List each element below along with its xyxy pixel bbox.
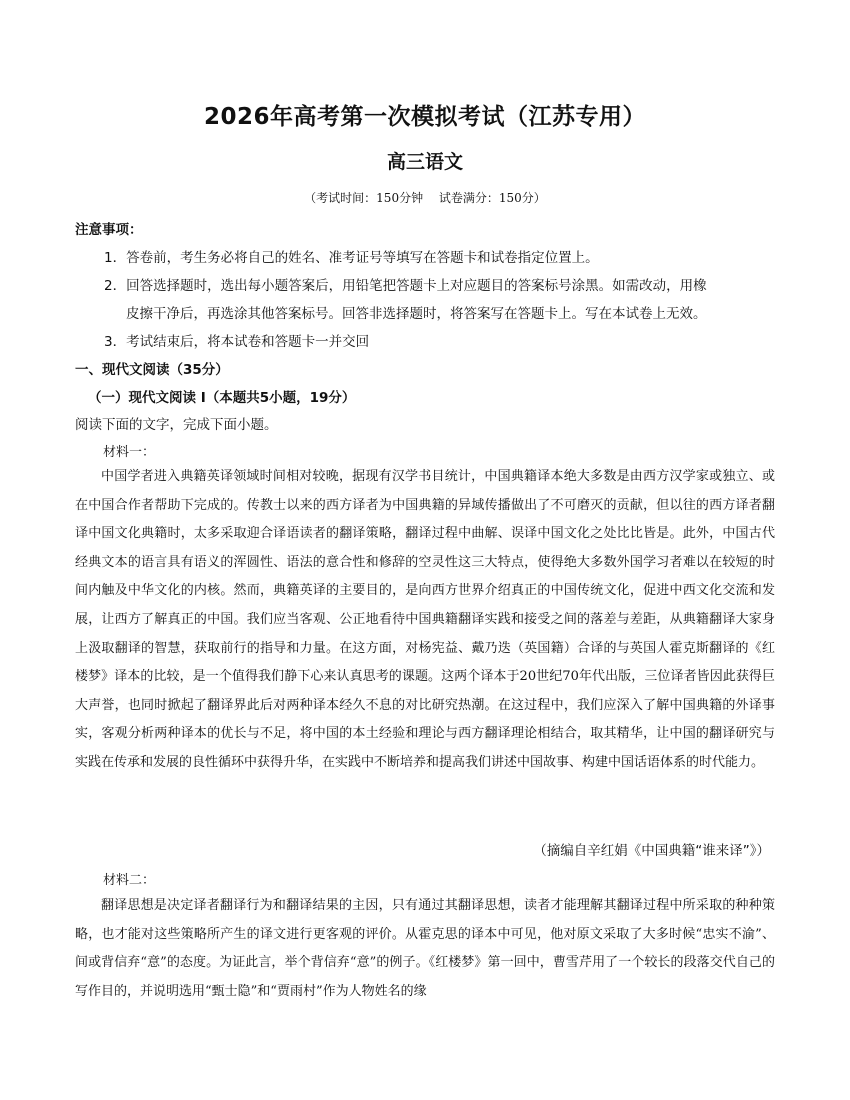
- exam-subject: 高三语文: [386, 151, 463, 173]
- notice-list: [104, 244, 794, 356]
- material-1-label: 材料一：: [103, 445, 156, 460]
- reading-instruction: 阅读下面的文字，完成下面小题。: [75, 417, 278, 433]
- material-1-source: （摘编自辛红娟《中国典籍“谁来译”》）: [533, 843, 770, 859]
- notice-item-2: 2．回答选择题时，选出每小题答案后，用铅笔把答题卡上对应题目的答案标号涂黑。如需改动，用橡: [104, 278, 707, 294]
- exam-time-info: [0, 189, 850, 206]
- section-heading: 一、现代文阅读（35分）: [75, 362, 229, 378]
- material-1-text: 中国学者进入典籍英译领域时间相对较晚，据现有汉学书目统计，中国典籍译本绝大多数是由西方汉学家或独立、或在中国合作者帮助下完成的。传教士以来的西方译者为中国典籍的异域传播做出了不可磨灭的贡献，但以往的西方译者翻译中国文化典籍时，太多采取迎合译语读者的翻译策略，翻译过程中曲解、误译中国文化之处比比皆是。此外，中国古代经典文本的语言具有语义的浑圆性、语法的意合性和修辞的空灵性这三大特点，使得绝大多数外国学习者难以在较短的时间内触及中华文化的内核。然而，典籍英译的主要目的，是向西方世界介绍真正的中国传统文化，促进中西文化交流和发展，让西方了解真正的中国。我们应当客观、公正地看待中国典籍翻译实践和接受之间的落差与差距，从典籍翻译大家身上汲取翻译的智慧，获取前行的指导和力量。在这方面，对杨宪益、戴乃迭（英国籍）合译的与英国人霍克斯翻译的《红楼梦》译本的比较，是一个值得我们静下心来认真思考的课题。这两个译本于20世纪70年代出版，三位译者皆因此获得巨大声誉，也同时掀起了翻译界此后对两种译本经久不息的对比研究热潮。在这过程中，我们应深入了解中国典籍的外译事实，客观分析两种译本的优长与不足，将中国的本土经验和理论与西方翻译理论相结合，取其精华，让中国的翻译研究与实践在传承和发展的良性循环中获得升华，在实践中不断培养和提高我们讲述中国故事、构建中国话语体系的时代能力。: [75, 469, 775, 770]
- notice-item-2-continued: [104, 300, 794, 328]
- subsection-heading: （一）现代文阅读 I（本题共5小题，19分）: [88, 390, 356, 406]
- material-2-text: 翻译思想是决定译者翻译行为和翻译结果的主因，只有通过其翻译思想，读者才能理解其翻译过程中所采取的种种策略，也才能对这些策略所产生的译文进行更客观的评价。从霍克思的译本中可见，他对原文采取了大多时候“忠实不渝”、间或背信弃“意”的态度。为证此言，举个背信弃“意”的例子。《红楼梦》第一回中，曹雪芹用了一个较长的段落交代自己的写作目的，并说明选用“甄士隐”和“贾雨村”作为人物姓名的缘: [75, 898, 775, 999]
- notice-item-2-line-2: 皮擦干净后，再选涂其他答案标号。回答非选择题时，将答案写在答题卡上。写在本试卷上无效。: [126, 306, 707, 322]
- notice-item-3: 3．考试结束后，将本试卷和答题卡一并交回: [104, 334, 370, 350]
- material-2-label: 材料二：: [103, 873, 156, 888]
- notice-heading: 注意事项：: [75, 222, 143, 238]
- exam-full-score: 试卷满分：150分）: [438, 191, 546, 205]
- exam-title: 2026年高考第一次模拟考试（江苏专用）: [203, 104, 646, 130]
- exam-duration: （考试时间：150分钟: [304, 191, 424, 205]
- notice-item-1: 1．答卷前，考生务必将自己的姓名、准考证号等填写在答题卡和试卷指定位置上。: [104, 250, 599, 266]
